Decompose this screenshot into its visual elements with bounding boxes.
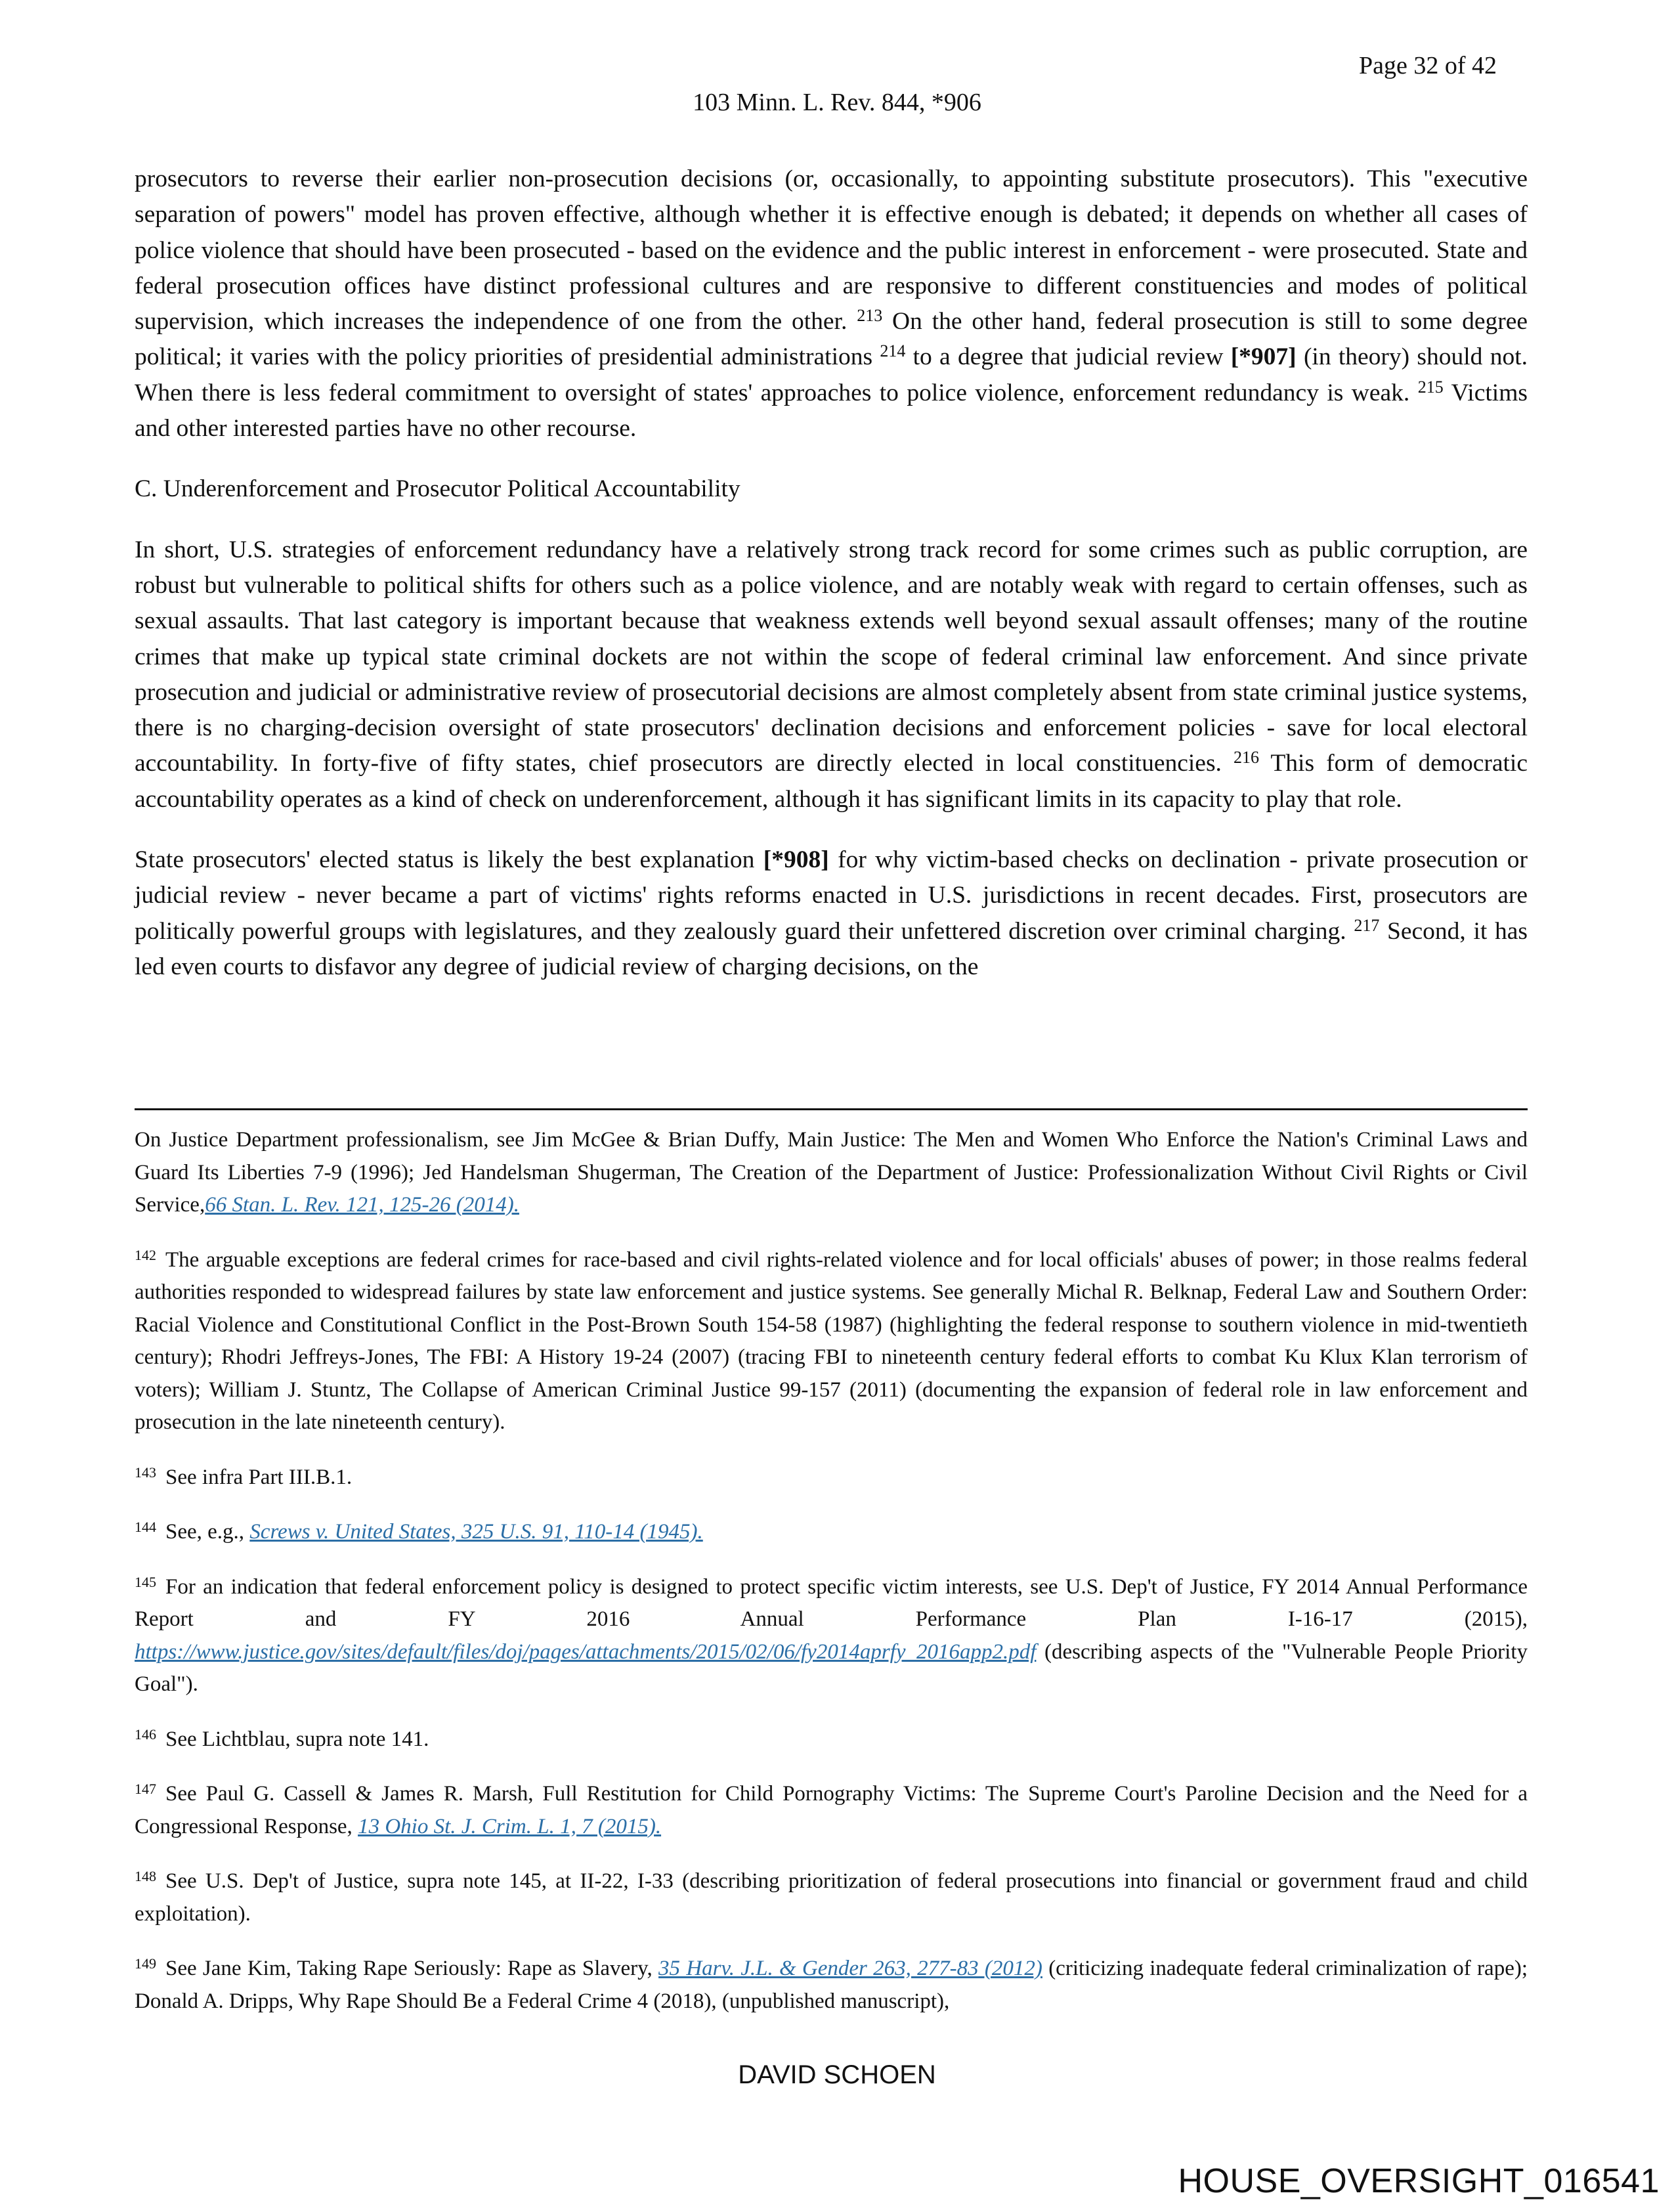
- page-number: Page 32 of 42: [1358, 52, 1497, 79]
- footnote-number: 146: [135, 1725, 156, 1743]
- footnote-ref-214[interactable]: 214: [880, 341, 906, 361]
- paragraph-3: State prosecutors' elected status is likely the best explanation [*908] for why victim-based checks on declination - private prosecution or judicial review - never became a part of victims' rights reforms enacted in U.S. jurisdictions in recent decades. First, prosecutors are politically powerful groups with legislatures, and they zealously guard their unfettered discretion over criminal charging. $^{217}$ Second, it has led even courts to disfavor any degree of judicial review of charging decisions, on the: [135, 846, 1528, 980]
- footnote-number: 142: [135, 1246, 156, 1263]
- footnote-continued: On Justice Department professionalism, see Jim McGee & Brian Duffy, Main Justice: The Men and Women Who Enforce the Nation's Criminal Laws and Guard Its Liberties 7-9 (1996); Jed Handelsman Shugerman, The Creation of the Department of Justice: Professionalization Without Civil Rights or Civil Service,66 Stan. L. Rev. 121, 125-26 (2014).: [135, 1128, 1528, 1217]
- footnote-147: $^{147}$ See Paul G. Cassell & James R. Marsh, Full Restitution for Child Pornography Victims: The Supreme Court's Paroline Decision and the Need for a Congressional Response, 13 Ohio St. J. Crim. L. 1, 7 (2015).: [135, 1781, 1528, 1838]
- footnote-142: $^{142}$ The arguable exceptions are federal crimes for race-based and civil rights-related violence and for local officials' abuses of power; in those realms federal authorities responded to widespread failures by state law enforcement and justice systems. See generally Michal R. Belknap, Federal Law and Southern Order: Racial Violence and Constitutional Conflict in the Post-Brown South 154-58 (1987) (highlighting the federal response to southern violence in mid-twentieth century); Rhodri Jeffreys-Jones, The FBI: A History 19-24 (2007) (tracing FBI to nineteenth century federal efforts to combat Ku Klux Klan terrorism of voters); William J. Stuntz, The Collapse of American Criminal Justice 99-157 (2011) (documenting the expansion of federal role in law enforcement and prosecution in the late nineteenth century).: [135, 1246, 1528, 1434]
- footnote-separator: [135, 1108, 1528, 1110]
- footnote-ref-217[interactable]: 217: [1354, 915, 1380, 935]
- footnote-number: 148: [135, 1868, 156, 1884]
- citation-link[interactable]: 35 Harv. J.L. & Gender 263, 277-83 (2012): [658, 1957, 1042, 1980]
- footnote-ref-216[interactable]: 216: [1234, 748, 1259, 768]
- citation-link[interactable]: Screws v. United States, 325 U.S. 91, 110-14 (1945).: [249, 1520, 703, 1544]
- footnote-143: $^{143}$ See infra Part III.B.1.: [135, 1464, 353, 1489]
- main-text: [135, 162, 1528, 1010]
- section-heading: C. Underenforcement and Prosecutor Political Accountability: [135, 475, 740, 503]
- footnotes: [135, 1124, 1528, 2040]
- footnote-ref-213[interactable]: 213: [857, 306, 883, 326]
- footnote-148: $^{148}$ See U.S. Dep't of Justice, supra note 145, at II-22, I-33 (describing prioritization of federal prosecutions into financial or government fraud and child exploitation).: [135, 1868, 1528, 1926]
- footnote-ref-215[interactable]: 215: [1417, 377, 1444, 397]
- footnote-149: $^{149}$ See Jane Kim, Taking Rape Seriously: Rape as Slavery, 35 Harv. J.L. & Gender 263, 277-83 (2012) (criticizing inadequate federal criminalization of rape); Donald A. Dripps, Why Rape Should Be a Federal Crime 4 (2018), (unpublished manuscript),: [135, 1955, 1528, 2013]
- footnote-145: $^{145}$ For an indication that federal enforcement policy is designed to protect specific victim interests, see U.S. Dep't of Justice, FY 2014 Annual Performance Report and FY 2016 Annual Performance Plan I-16-17 (2015), https://www.justice.gov/sites/default/files/doj/pages/attachments/2015/02/06/fy2014aprfy_2016app2.pdf (describing aspects of the "Vulnerable People Priority Goal").: [135, 1573, 1528, 1696]
- footnote-number: 144: [135, 1519, 156, 1535]
- bates-number: HOUSE_OVERSIGHT_016541: [1178, 2162, 1660, 2200]
- footnote-number: 143: [135, 1464, 156, 1481]
- citation-link[interactable]: 13 Ohio St. J. Crim. L. 1, 7 (2015).: [358, 1814, 662, 1838]
- url-link[interactable]: https://www.justice.gov/sites/default/files/doj/pages/attachments/2015/02/06/fy2014aprfy_2016app2.pdf: [135, 1639, 1037, 1664]
- signature-footer: DAVID SCHOEN: [738, 2060, 936, 2089]
- footnote-144: $^{144}$ See, e.g., Screws v. United States, 325 U.S. 91, 110-14 (1945).: [135, 1519, 703, 1544]
- footnote-number: 149: [135, 1955, 156, 1972]
- star-page-marker: [*907]: [1230, 343, 1297, 371]
- running-citation: 103 Minn. L. Rev. 844, *906: [693, 89, 981, 116]
- footnote-146: $^{146}$ See Lichtblau, supra note 141.: [135, 1725, 429, 1751]
- footnote-number: 147: [135, 1781, 156, 1797]
- citation-link[interactable]: 66 Stan. L. Rev. 121, 125-26 (2014).: [205, 1193, 519, 1217]
- star-page-marker: [*908]: [763, 846, 829, 874]
- footnote-number: 145: [135, 1573, 156, 1590]
- paragraph-2: In short, U.S. strategies of enforcement redundancy have a relatively strong track record for some crimes such as public corruption, are robust but vulnerable to political shifts for others such as a police violence, and are notably weak with regard to certain offenses, such as sexual assaults. That last category is important because that weakness extends well beyond sexual assault offenses; many of the routine crimes that make up typical state criminal dockets are not within the scope of federal criminal law enforcement. And since private prosecution and judicial or administrative review of prosecutorial decisions are almost completely absent from state criminal justice systems, there is no charging-decision oversight of state prosecutors' declination decisions and enforcement policies - save for local electoral accountability. In forty-five of fifty states, chief prosecutors are directly elected in local constituencies. $^{216}$ This form of democratic accountability operates as a kind of check on underenforcement, although it has significant limits in its capacity to play that role.: [135, 536, 1528, 813]
- paragraph-1: prosecutors to reverse their earlier non-prosecution decisions (or, occasionally, to appointing substitute prosecutors). This "executive separation of powers" model has proven effective, although whether it is effective enough is debated; it depends on whether all cases of police violence that should have been prosecuted - based on the evidence and the public interest in enforcement - were prosecuted. State and federal prosecution offices have distinct professional cultures and are responsive to different constituencies and modes of political supervision, which increases the independence of one from the other. $^{213}$ On the other hand, federal prosecution is still to some degree political; it varies with the policy priorities of presidential administrations $^{214}$ to a degree that judicial review [*907] (in theory) should not. When there is less federal commitment to oversight of states' approaches to police violence, enforcement redundancy is weak. $^{215}$ Victims and other interested parties have no other recourse.: [135, 165, 1528, 443]
